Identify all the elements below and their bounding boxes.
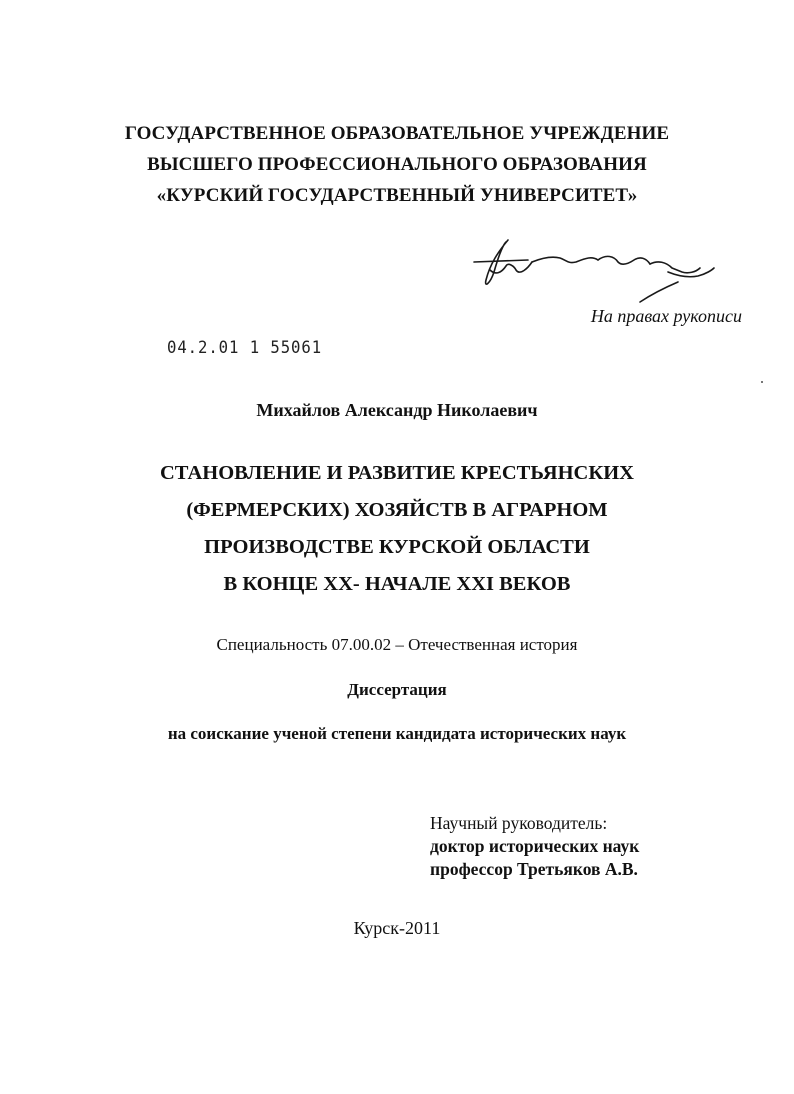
document-type: Диссертация <box>347 680 447 699</box>
scan-dot <box>761 381 763 383</box>
place-year: Курск-2011 <box>353 918 441 938</box>
handwritten-signature <box>468 232 728 307</box>
author-name: Михайлов Александр Николаевич <box>256 400 538 420</box>
specialty: Специальность 07.00.02 – Отечественная история <box>216 635 578 654</box>
library-stamp-number: 04.2.01 1 55061 <box>167 338 323 358</box>
supervisor-name: профессор Третьяков А.В. <box>430 859 638 879</box>
title-line-3: ПРОИЗВОДСТВЕ КУРСКОЙ ОБЛАСТИ <box>204 536 590 558</box>
title-line-4: В КОНЦЕ XX- НАЧАЛЕ XXI ВЕКОВ <box>223 573 571 595</box>
manuscript-note: На правах рукописи <box>590 306 742 326</box>
supervisor-degree: доктор исторических наук <box>430 836 640 856</box>
supervisor-block <box>430 812 639 881</box>
institution-line-3: «КУРСКИЙ ГОСУДАРСТВЕННЫЙ УНИВЕРСИТЕТ» <box>156 185 638 206</box>
institution-header <box>0 118 794 211</box>
title-line-1: СТАНОВЛЕНИЕ И РАЗВИТИЕ КРЕСТЬЯНСКИХ <box>160 462 634 484</box>
title-line-2: (ФЕРМЕРСКИХ) ХОЗЯЙСТВ В АГРАРНОМ <box>186 499 608 521</box>
supervisor-label: Научный руководитель: <box>430 813 608 833</box>
dissertation-title <box>0 455 794 603</box>
institution-line-2: ВЫСШЕГО ПРОФЕССИОНАЛЬНОГО ОБРАЗОВАНИЯ <box>147 154 647 175</box>
degree-statement: на соискание ученой степени кандидата исторических наук <box>167 724 627 743</box>
institution-line-1: ГОСУДАРСТВЕННОЕ ОБРАЗОВАТЕЛЬНОЕ УЧРЕЖДЕНИЕ <box>124 123 670 144</box>
